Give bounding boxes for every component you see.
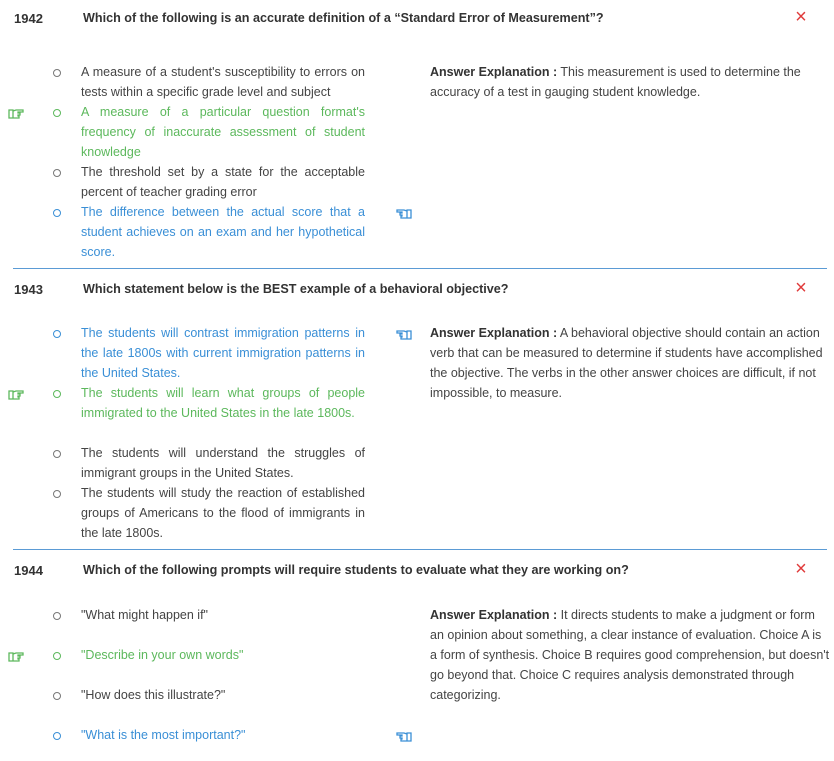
selected-pointer-icon	[396, 325, 412, 341]
correct-pointer-icon	[8, 385, 24, 401]
option-text: A measure of a particular question format's frequency of inaccurate assessment of student knowledge	[81, 105, 365, 159]
question-number: 1944	[14, 563, 43, 578]
divider	[13, 549, 827, 550]
close-icon[interactable]: ×	[795, 558, 807, 580]
option-text: "What is the most important?"	[81, 728, 246, 742]
answer-explanation	[430, 323, 830, 403]
radio-icon[interactable]	[53, 490, 61, 498]
question-number: 1943	[14, 282, 43, 297]
correct-pointer-icon	[8, 647, 24, 663]
radio-icon[interactable]	[53, 169, 61, 177]
radio-icon[interactable]	[53, 69, 61, 77]
option-text: "Describe in your own words"	[81, 648, 244, 662]
explanation-label: Answer Explanation :	[430, 326, 558, 340]
explanation-text: A behavioral objective should contain an action verb that can be measured to determine if students have accomplished the objective. The verbs in the other answer choices are difficult, if not impossible, to measure.	[430, 326, 823, 400]
divider	[13, 268, 827, 269]
explanation-text: This measurement is used to determine the accuracy of a test in gauging student knowledge.	[430, 65, 801, 99]
question-text: Which statement below is the BEST example of a behavioral objective?	[83, 282, 509, 296]
radio-icon[interactable]	[53, 652, 61, 660]
radio-icon[interactable]	[53, 390, 61, 398]
option-text: A measure of a student's susceptibility to errors on tests within a specific grade level and subject	[81, 65, 365, 99]
option-text: "How does this illustrate?"	[81, 688, 226, 702]
option-text: The students will learn what groups of people immigrated to the United States in the late 1800s.	[81, 386, 365, 420]
option-text: The students will study the reaction of established groups of Americans to the flood of immigrants in the late 1800s.	[81, 486, 365, 540]
radio-icon[interactable]	[53, 732, 61, 740]
selected-pointer-icon	[396, 727, 412, 743]
explanation-text: It directs students to make a judgment or form an opinion about something, a clear instance of evaluation. Choice A is a form of synthesis. Choice B requires good comprehension, but doesn't go beyond that. Choice C requires analysis demonstrated through categorizing.	[430, 608, 830, 702]
question-number: 1942	[14, 11, 43, 26]
answer-explanation	[430, 62, 830, 102]
explanation-label: Answer Explanation :	[430, 608, 558, 622]
radio-icon[interactable]	[53, 109, 61, 117]
radio-icon[interactable]	[53, 450, 61, 458]
option-text: The students will contrast immigration patterns in the late 1800s with current immigration patterns in the United States.	[81, 326, 365, 380]
option-text: The threshold set by a state for the acceptable percent of teacher grading error	[81, 165, 365, 199]
option-text: "What might happen if"	[81, 608, 208, 622]
radio-icon[interactable]	[53, 330, 61, 338]
close-icon[interactable]: ×	[795, 277, 807, 299]
answer-explanation	[430, 605, 830, 705]
radio-icon[interactable]	[53, 612, 61, 620]
option-text: The difference between the actual score that a student achieves on an exam and her hypothetical score.	[81, 205, 365, 259]
close-icon[interactable]: ×	[795, 6, 807, 28]
radio-icon[interactable]	[53, 209, 61, 217]
radio-icon[interactable]	[53, 692, 61, 700]
question-text: Which of the following prompts will require students to evaluate what they are working on?	[83, 563, 629, 577]
question-text: Which of the following is an accurate definition of a “Standard Error of Measurement”?	[83, 11, 604, 25]
correct-pointer-icon	[8, 104, 24, 120]
option-text: The students will understand the struggles of immigrant groups in the United States.	[81, 446, 365, 480]
explanation-label: Answer Explanation :	[430, 65, 558, 79]
selected-pointer-icon	[396, 204, 412, 220]
